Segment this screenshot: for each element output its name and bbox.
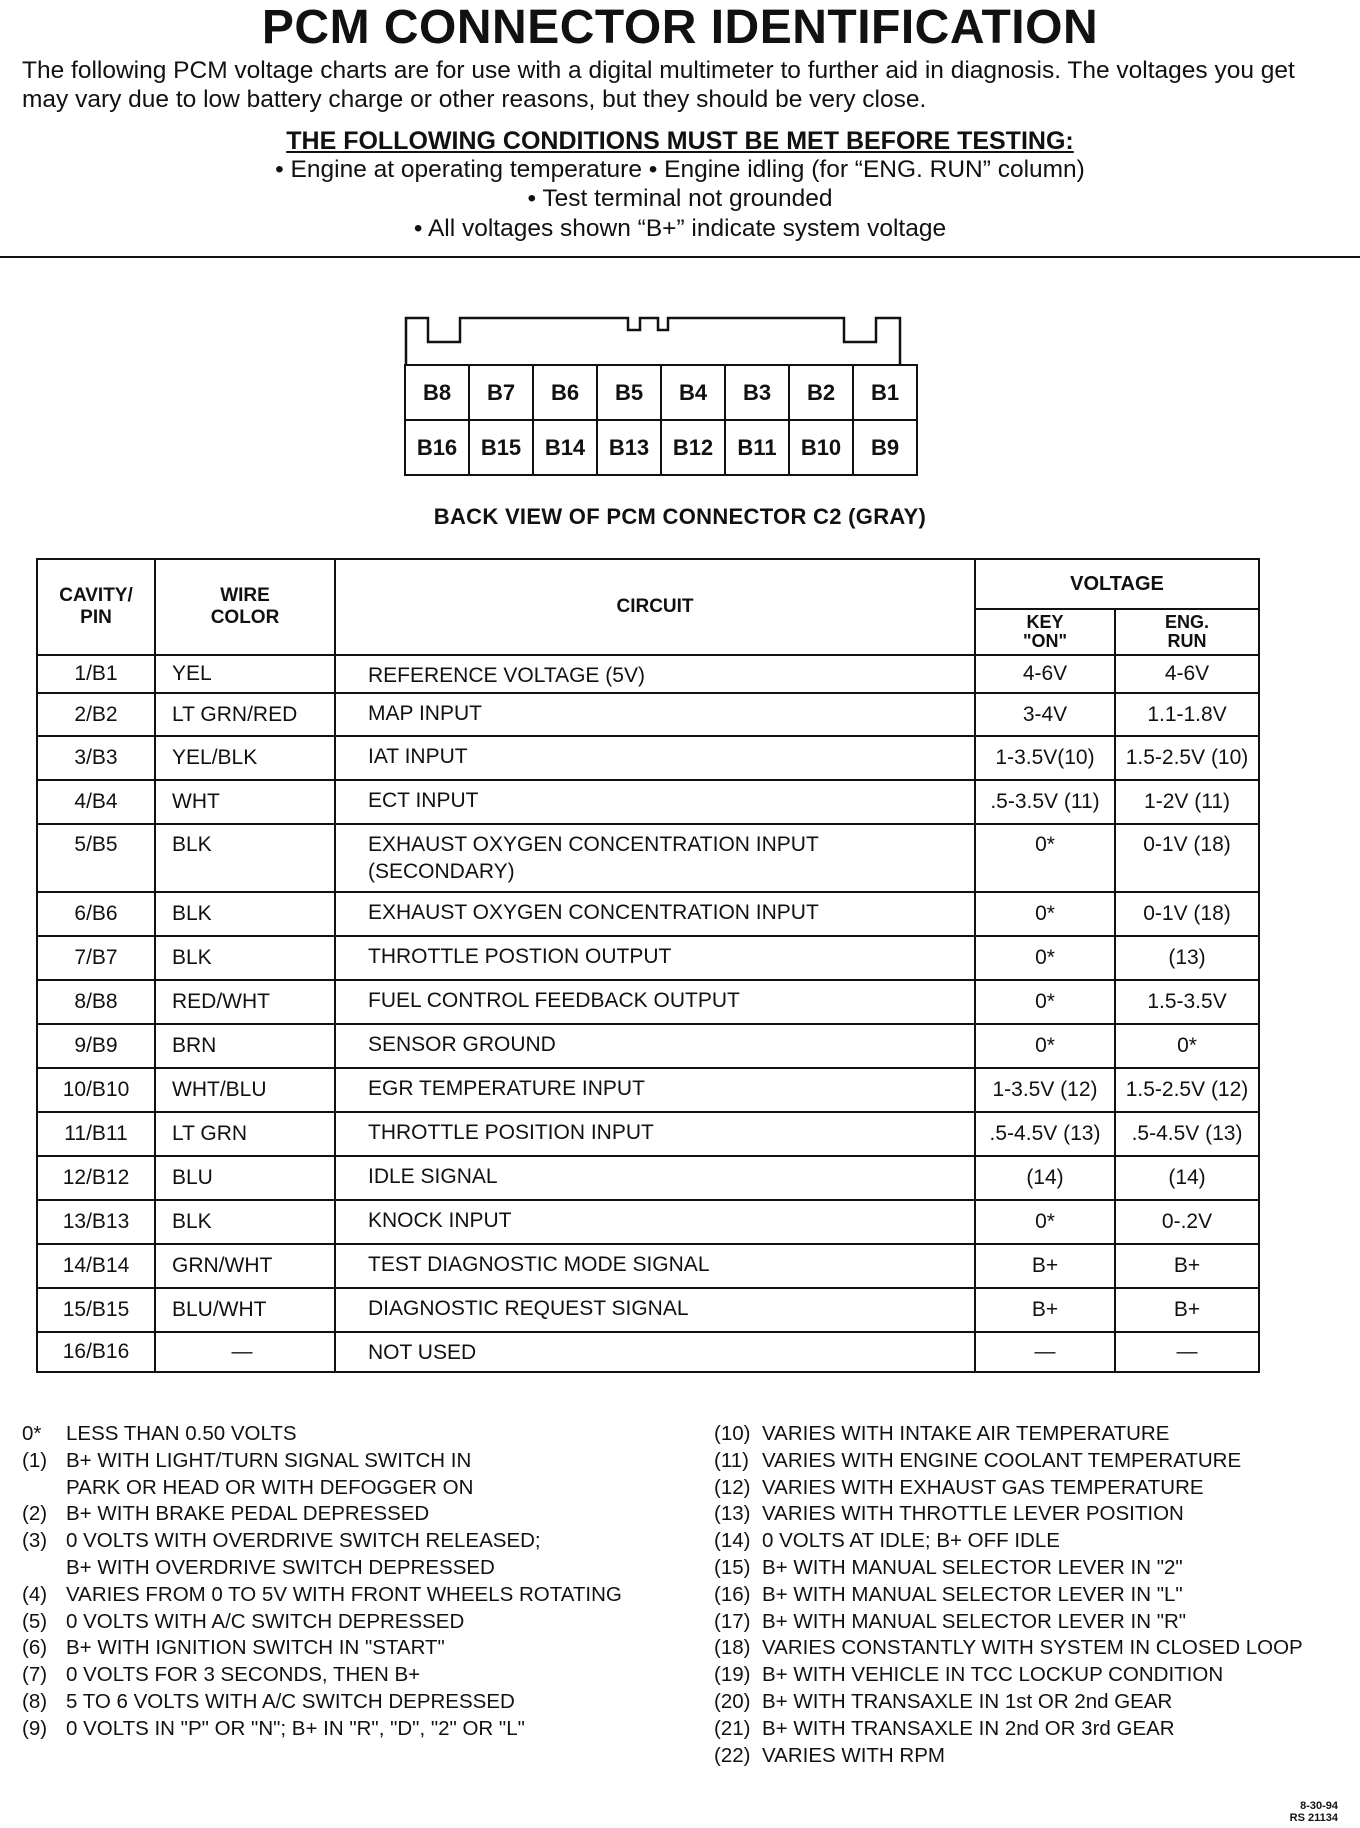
- cell-wire-color: YEL/BLK: [155, 736, 335, 780]
- cell-key-on: (14): [975, 1156, 1115, 1200]
- footnote-text: B+ WITH OVERDRIVE SWITCH DEPRESSED: [66, 1555, 495, 1579]
- footnote-text: 0 VOLTS IN "P" OR "N"; B+ IN "R", "D", "2" OR "L": [66, 1716, 525, 1740]
- divider: [0, 256, 1360, 258]
- footnote-key: (9): [22, 1716, 48, 1740]
- footnote-text: 5 TO 6 VOLTS WITH A/C SWITCH DEPRESSED: [66, 1689, 515, 1713]
- table-row: [37, 980, 1259, 1024]
- footnote-key: [22, 1475, 66, 1502]
- header-circuit: CIRCUIT: [335, 559, 975, 655]
- table-row: [37, 1112, 1259, 1156]
- footnote: [22, 1662, 712, 1689]
- footnote: [714, 1501, 1360, 1528]
- cell-pin: 7/B7: [37, 936, 155, 980]
- cell-pin: 14/B14: [37, 1244, 155, 1288]
- pin-cell: B7: [469, 365, 533, 420]
- cell-key-on: 1-3.5V (12): [975, 1068, 1115, 1112]
- conditions-heading: THE FOLLOWING CONDITIONS MUST BE MET BEFORE TESTING:: [286, 127, 1074, 155]
- footnotes-right: [714, 1421, 1360, 1769]
- footnote: [22, 1609, 712, 1636]
- footnote: [22, 1421, 712, 1448]
- cell-eng-run: 0*: [1115, 1024, 1259, 1068]
- pin-cell: B2: [789, 365, 853, 420]
- cell-key-on: 0*: [975, 1024, 1115, 1068]
- footnote-key: (4): [22, 1582, 48, 1606]
- footnote-text: B+ WITH TRANSAXLE IN 2nd OR 3rd GEAR: [762, 1716, 1175, 1740]
- cell-wire-color: WHT/BLU: [155, 1068, 335, 1112]
- footnote: [22, 1448, 712, 1475]
- footnote-key: (19): [714, 1663, 751, 1687]
- cell-eng-run: 4-6V: [1115, 655, 1259, 693]
- table-row: [37, 892, 1259, 936]
- cell-pin: 16/B16: [37, 1332, 155, 1372]
- cell-key-on: —: [975, 1332, 1115, 1372]
- table-row: [37, 693, 1259, 736]
- pin-grid: [404, 364, 918, 476]
- pin-voltage-table: [36, 558, 1260, 1373]
- footnote-key: (12): [714, 1475, 751, 1499]
- footnote-text: VARIES CONSTANTLY WITH SYSTEM IN CLOSED LOOP: [762, 1636, 1303, 1660]
- cell-key-on: B+: [975, 1288, 1115, 1332]
- connector-diagram: [404, 316, 902, 478]
- cell-eng-run: B+: [1115, 1244, 1259, 1288]
- cell-eng-run: (13): [1115, 936, 1259, 980]
- footnote: [714, 1448, 1360, 1475]
- connector-housing-outline: [404, 316, 902, 364]
- cell-circuit: FUEL CONTROL FEEDBACK OUTPUT: [335, 980, 975, 1024]
- cell-key-on: 3-4V: [975, 693, 1115, 736]
- footnote-text: 0 VOLTS FOR 3 SECONDS, THEN B+: [66, 1663, 421, 1687]
- cell-wire-color: YEL: [155, 655, 335, 693]
- footnote-key: 0*: [22, 1422, 42, 1445]
- cell-wire-color: BRN: [155, 1024, 335, 1068]
- connector-caption: BACK VIEW OF PCM CONNECTOR C2 (GRAY): [433, 504, 927, 529]
- cell-circuit: REFERENCE VOLTAGE (5V): [335, 655, 975, 693]
- pin-cell: B8: [405, 365, 469, 420]
- cell-key-on: B+: [975, 1244, 1115, 1288]
- condition-line: • Test terminal not grounded: [527, 185, 833, 212]
- pin-cell: B12: [661, 420, 725, 475]
- cell-key-on: 4-6V: [975, 655, 1115, 693]
- cell-pin: 4/B4: [37, 780, 155, 824]
- cell-eng-run: 0-.2V: [1115, 1200, 1259, 1244]
- cell-key-on: 0*: [975, 980, 1115, 1024]
- footnote-text: VARIES WITH INTAKE AIR TEMPERATURE: [762, 1422, 1170, 1445]
- footnote: [22, 1716, 712, 1743]
- condition-line: • Engine at operating temperature • Engine idling (for “ENG. RUN” column): [275, 156, 1085, 183]
- footnote: [22, 1475, 712, 1502]
- cell-key-on: 0*: [975, 824, 1115, 892]
- pin-cell: B15: [469, 420, 533, 475]
- cell-eng-run: 1.5-3.5V: [1115, 980, 1259, 1024]
- cell-eng-run: 1.1-1.8V: [1115, 693, 1259, 736]
- header-wire-color: WIRE COLOR: [155, 559, 335, 655]
- footnote-text: B+ WITH IGNITION SWITCH IN "START": [66, 1636, 445, 1660]
- footnote-key: (10): [714, 1422, 751, 1445]
- cell-pin: 6/B6: [37, 892, 155, 936]
- cell-pin: 10/B10: [37, 1068, 155, 1112]
- pin-cell: B4: [661, 365, 725, 420]
- cell-pin: 8/B8: [37, 980, 155, 1024]
- footnote-text: VARIES WITH ENGINE COOLANT TEMPERATURE: [762, 1448, 1242, 1472]
- cell-eng-run: .5-4.5V (13): [1115, 1112, 1259, 1156]
- footnote-key: (22): [714, 1743, 751, 1767]
- cell-pin: 1/B1: [37, 655, 155, 693]
- cell-pin: 13/B13: [37, 1200, 155, 1244]
- footnote-key: (18): [714, 1636, 751, 1660]
- cell-circuit: IDLE SIGNAL: [335, 1156, 975, 1200]
- table-row: [37, 1332, 1259, 1372]
- pin-cell: B6: [533, 365, 597, 420]
- cell-wire-color: LT GRN: [155, 1112, 335, 1156]
- pin-cell: B10: [789, 420, 853, 475]
- cell-wire-color: GRN/WHT: [155, 1244, 335, 1288]
- cell-circuit: TEST DIAGNOSTIC MODE SIGNAL: [335, 1244, 975, 1288]
- table-row: [37, 1244, 1259, 1288]
- table-row: [37, 936, 1259, 980]
- cell-circuit: KNOCK INPUT: [335, 1200, 975, 1244]
- cell-wire-color: BLK: [155, 1200, 335, 1244]
- cell-eng-run: 1.5-2.5V (10): [1115, 736, 1259, 780]
- pin-cell: B11: [725, 420, 789, 475]
- footnote-text: VARIES WITH RPM: [762, 1743, 945, 1767]
- cell-eng-run: 0-1V (18): [1115, 824, 1259, 892]
- pin-cell: B5: [597, 365, 661, 420]
- footnote-key: (14): [714, 1529, 751, 1553]
- header-cavity: CAVITY/ PIN: [37, 559, 155, 655]
- pin-cell: B14: [533, 420, 597, 475]
- footnote-text: 0 VOLTS WITH OVERDRIVE SWITCH RELEASED;: [66, 1529, 541, 1553]
- footnote-text: LESS THAN 0.50 VOLTS: [66, 1422, 297, 1445]
- footnote-text: B+ WITH LIGHT/TURN SIGNAL SWITCH IN: [66, 1448, 472, 1472]
- cell-pin: 5/B5: [37, 824, 155, 892]
- footnote-key: (3): [22, 1529, 48, 1553]
- cell-pin: 3/B3: [37, 736, 155, 780]
- cell-pin: 2/B2: [37, 693, 155, 736]
- footnote: [714, 1528, 1360, 1555]
- footnote: [714, 1475, 1360, 1502]
- cell-circuit: ECT INPUT: [335, 780, 975, 824]
- footnote-key: (8): [22, 1689, 48, 1713]
- footnote: [714, 1716, 1360, 1743]
- cell-wire-color: RED/WHT: [155, 980, 335, 1024]
- intro-paragraph: The following PCM voltage charts are for use with a digital multimeter to further aid in diagnosis. The voltages you get may vary due to low battery charge or other reasons, but they should be very close.: [22, 57, 1295, 113]
- pin-cell: B3: [725, 365, 789, 420]
- footnote-text: B+ WITH BRAKE PEDAL DEPRESSED: [66, 1502, 430, 1526]
- cell-wire-color: BLK: [155, 892, 335, 936]
- cell-eng-run: 1-2V (11): [1115, 780, 1259, 824]
- table-row: [37, 780, 1259, 824]
- footnote: [714, 1582, 1360, 1609]
- footnote-text: VARIES WITH THROTTLE LEVER POSITION: [762, 1502, 1184, 1526]
- cell-circuit: THROTTLE POSTION OUTPUT: [335, 936, 975, 980]
- cell-key-on: .5-3.5V (11): [975, 780, 1115, 824]
- footnote-text: B+ WITH MANUAL SELECTOR LEVER IN "2": [762, 1555, 1183, 1579]
- page-title: PCM CONNECTOR IDENTIFICATION: [261, 1, 1099, 54]
- reference-code: RS 21134: [1289, 1812, 1338, 1824]
- footnote: [22, 1689, 712, 1716]
- footnote-text: B+ WITH MANUAL SELECTOR LEVER IN "L": [762, 1582, 1183, 1606]
- document-code: [1290, 1800, 1338, 1824]
- cell-pin: 15/B15: [37, 1288, 155, 1332]
- cell-eng-run: 1.5-2.5V (12): [1115, 1068, 1259, 1112]
- footnote: [714, 1609, 1360, 1636]
- footnote: [22, 1555, 712, 1582]
- footnote-text: 0 VOLTS WITH A/C SWITCH DEPRESSED: [66, 1609, 465, 1633]
- cell-pin: 12/B12: [37, 1156, 155, 1200]
- footnotes-left: [22, 1421, 712, 1743]
- date-code: 8-30-94: [1300, 1800, 1338, 1812]
- footnote-key: (13): [714, 1502, 751, 1526]
- cell-wire-color: BLK: [155, 824, 335, 892]
- footnote: [22, 1582, 712, 1609]
- table-row: [37, 1156, 1259, 1200]
- cell-pin: 9/B9: [37, 1024, 155, 1068]
- cell-key-on: 1-3.5V(10): [975, 736, 1115, 780]
- cell-wire-color: BLK: [155, 936, 335, 980]
- cell-pin: 11/B11: [37, 1112, 155, 1156]
- header-key-on: KEY "ON": [975, 609, 1115, 655]
- pin-cell: B9: [853, 420, 917, 475]
- footnote-key: (16): [714, 1582, 751, 1606]
- cell-wire-color: —: [155, 1332, 335, 1372]
- footnote-text: VARIES WITH EXHAUST GAS TEMPERATURE: [762, 1475, 1204, 1499]
- footnote-key: (5): [22, 1609, 48, 1633]
- cell-key-on: 0*: [975, 892, 1115, 936]
- cell-eng-run: 0-1V (18): [1115, 892, 1259, 936]
- footnote-key: (15): [714, 1555, 751, 1579]
- cell-eng-run: —: [1115, 1332, 1259, 1372]
- cell-wire-color: WHT: [155, 780, 335, 824]
- footnote: [714, 1689, 1360, 1716]
- footnote-text: VARIES FROM 0 TO 5V WITH FRONT WHEELS ROTATING: [66, 1582, 622, 1606]
- table-row: [37, 655, 1259, 693]
- cell-circuit: NOT USED: [335, 1332, 975, 1372]
- footnote-key: (7): [22, 1663, 48, 1687]
- cell-eng-run: (14): [1115, 1156, 1259, 1200]
- footnote: [714, 1555, 1360, 1582]
- footnote-text: B+ WITH MANUAL SELECTOR LEVER IN "R": [762, 1609, 1187, 1633]
- cell-circuit: DIAGNOSTIC REQUEST SIGNAL: [335, 1288, 975, 1332]
- footnote: [22, 1635, 712, 1662]
- cell-circuit: IAT INPUT: [335, 736, 975, 780]
- footnote-key: [22, 1555, 66, 1582]
- header-voltage: VOLTAGE: [975, 559, 1259, 609]
- footnote-key: (1): [22, 1448, 48, 1472]
- cell-key-on: 0*: [975, 936, 1115, 980]
- header-eng-run: ENG. RUN: [1115, 609, 1259, 655]
- table-row: [37, 1288, 1259, 1332]
- cell-wire-color: LT GRN/RED: [155, 693, 335, 736]
- footnote-key: (6): [22, 1636, 48, 1660]
- pin-cell: B16: [405, 420, 469, 475]
- cell-circuit: EGR TEMPERATURE INPUT: [335, 1068, 975, 1112]
- footnote-text: B+ WITH TRANSAXLE IN 1st OR 2nd GEAR: [762, 1689, 1173, 1713]
- cell-eng-run: B+: [1115, 1288, 1259, 1332]
- footnote-key: (20): [714, 1689, 751, 1713]
- footnote: [22, 1528, 712, 1555]
- cell-circuit: EXHAUST OXYGEN CONCENTRATION INPUT (SECONDARY): [335, 824, 975, 892]
- condition-line: • All voltages shown “B+” indicate system voltage: [413, 215, 947, 242]
- footnote-key: (11): [714, 1448, 749, 1472]
- footnote: [714, 1421, 1360, 1448]
- footnote: [714, 1635, 1360, 1662]
- cell-key-on: .5-4.5V (13): [975, 1112, 1115, 1156]
- cell-circuit: SENSOR GROUND: [335, 1024, 975, 1068]
- footnote-key: (17): [714, 1609, 751, 1633]
- cell-wire-color: BLU: [155, 1156, 335, 1200]
- footnote-text: 0 VOLTS AT IDLE; B+ OFF IDLE: [762, 1529, 1060, 1553]
- table-row: [37, 736, 1259, 780]
- footnote: [714, 1743, 1360, 1770]
- footnote: [714, 1662, 1360, 1689]
- cell-circuit: EXHAUST OXYGEN CONCENTRATION INPUT: [335, 892, 975, 936]
- table-row: [37, 1068, 1259, 1112]
- footnote-key: (2): [22, 1502, 48, 1526]
- pin-cell: B1: [853, 365, 917, 420]
- table-body: [37, 655, 1259, 1372]
- cell-circuit: MAP INPUT: [335, 693, 975, 736]
- footnote-key: (21): [714, 1716, 751, 1740]
- table-row: [37, 1200, 1259, 1244]
- footnote-text: PARK OR HEAD OR WITH DEFOGGER ON: [66, 1475, 474, 1499]
- table-row: [37, 1024, 1259, 1068]
- table-row: [37, 824, 1259, 892]
- cell-wire-color: BLU/WHT: [155, 1288, 335, 1332]
- cell-circuit: THROTTLE POSITION INPUT: [335, 1112, 975, 1156]
- cell-key-on: 0*: [975, 1200, 1115, 1244]
- footnote: [22, 1501, 712, 1528]
- pin-cell: B13: [597, 420, 661, 475]
- footnote-text: B+ WITH VEHICLE IN TCC LOCKUP CONDITION: [762, 1663, 1224, 1687]
